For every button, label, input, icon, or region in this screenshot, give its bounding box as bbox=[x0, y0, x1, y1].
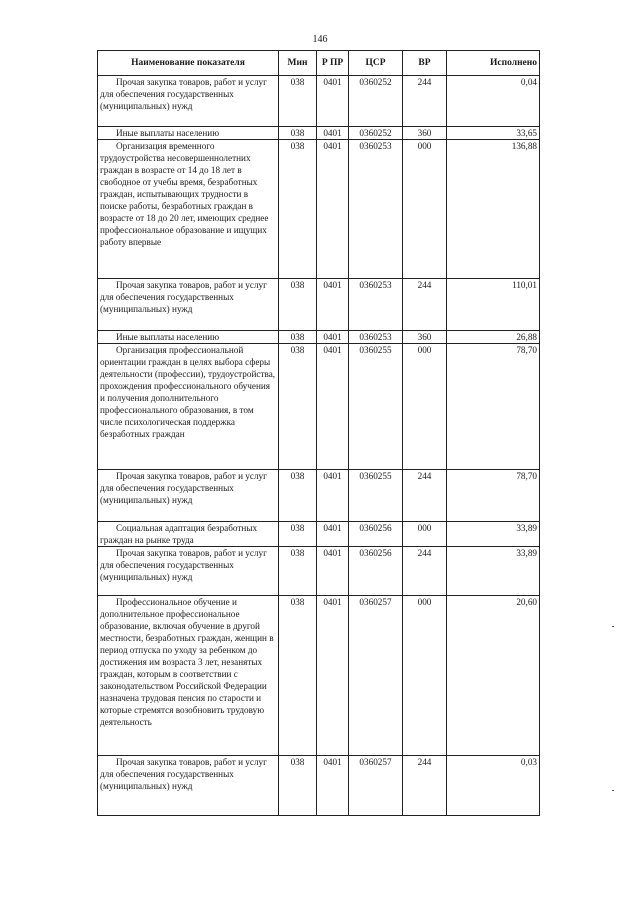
row-min: 038 bbox=[279, 140, 317, 279]
row-min: 038 bbox=[279, 596, 317, 756]
row-rpr: 0401 bbox=[317, 127, 349, 140]
row-name: Организация временного трудоустройства несовершеннолетних граждан в возрасте от 14 до 18 лет в свободное от учебы время, безработных граждан, испытывающих трудности в поиске работы, безработных граждан в возрасте от 18 до 20 лет, имеющих среднее профессиональное образование и ищущих работу впервые bbox=[98, 140, 279, 279]
row-rpr: 0401 bbox=[317, 596, 349, 756]
row-amount: 136,88 bbox=[447, 140, 540, 279]
table-row bbox=[98, 279, 540, 331]
row-csr: 0360255 bbox=[349, 470, 403, 522]
row-vr: 244 bbox=[403, 547, 447, 596]
header-name: Наименование показателя bbox=[98, 51, 279, 76]
row-csr: 0360253 bbox=[349, 279, 403, 331]
row-csr: 0360253 bbox=[349, 331, 403, 344]
row-amount: 33,89 bbox=[447, 522, 540, 547]
row-name: Прочая закупка товаров, работ и услуг для обеспечения государственных (муниципальных) нужд bbox=[98, 547, 279, 596]
table-row bbox=[98, 596, 540, 756]
row-rpr: 0401 bbox=[317, 76, 349, 127]
row-csr: 0360256 bbox=[349, 522, 403, 547]
row-vr: 000 bbox=[403, 344, 447, 470]
row-rpr: 0401 bbox=[317, 279, 349, 331]
row-vr: 360 bbox=[403, 127, 447, 140]
table-row bbox=[98, 127, 540, 140]
row-min: 038 bbox=[279, 522, 317, 547]
scan-speck bbox=[612, 790, 614, 791]
row-name: Организация профессиональной ориентации граждан в целях выбора сферы деятельности (профессии), трудоустройства, прохождения профессионального обучения и получения дополнительного профессионального образования, в том числе психологическая поддержка безработных граждан bbox=[98, 344, 279, 470]
row-csr: 0360252 bbox=[349, 127, 403, 140]
scan-speck bbox=[612, 626, 614, 627]
row-name: Прочая закупка товаров, работ и услуг для обеспечения государственных (муниципальных) нужд bbox=[98, 470, 279, 522]
row-vr: 244 bbox=[403, 279, 447, 331]
header-rpr: Р ПР bbox=[317, 51, 349, 76]
table-row bbox=[98, 470, 540, 522]
row-name: Иные выплаты населению bbox=[98, 127, 279, 140]
row-vr: 360 bbox=[403, 331, 447, 344]
row-vr: 000 bbox=[403, 522, 447, 547]
row-amount: 78,70 bbox=[447, 470, 540, 522]
table-header-row bbox=[98, 51, 540, 76]
row-name: Профессиональное обучение и дополнительное профессиональное образование, включая обучение в другой местности, безработных граждан, женщин в период отпуска по уходу за ребенком до достижения им возраста 3 лет, незанятых граждан, которым в соответствии с законодательством Российской Федерации назначена трудовая пенсия по старости и которые стремятся возобновить трудовую деятельность bbox=[98, 596, 279, 756]
row-vr: 244 bbox=[403, 470, 447, 522]
table-row bbox=[98, 547, 540, 596]
row-amount: 20,60 bbox=[447, 596, 540, 756]
row-rpr: 0401 bbox=[317, 756, 349, 816]
table-row bbox=[98, 140, 540, 279]
row-vr: 244 bbox=[403, 76, 447, 127]
row-rpr: 0401 bbox=[317, 470, 349, 522]
header-min: Мин bbox=[279, 51, 317, 76]
row-rpr: 0401 bbox=[317, 331, 349, 344]
row-amount: 110,01 bbox=[447, 279, 540, 331]
row-vr: 244 bbox=[403, 756, 447, 816]
row-min: 038 bbox=[279, 756, 317, 816]
header-vr: ВР bbox=[403, 51, 447, 76]
table-row bbox=[98, 76, 540, 127]
row-rpr: 0401 bbox=[317, 140, 349, 279]
row-min: 038 bbox=[279, 470, 317, 522]
row-csr: 0360255 bbox=[349, 344, 403, 470]
table-row bbox=[98, 331, 540, 344]
row-min: 038 bbox=[279, 279, 317, 331]
header-csr: ЦСР bbox=[349, 51, 403, 76]
row-amount: 33,89 bbox=[447, 547, 540, 596]
row-amount: 0,03 bbox=[447, 756, 540, 816]
row-name: Иные выплаты населению bbox=[98, 331, 279, 344]
row-csr: 0360257 bbox=[349, 596, 403, 756]
row-amount: 33,65 bbox=[447, 127, 540, 140]
header-amount: Исполнено bbox=[447, 51, 540, 76]
row-vr: 000 bbox=[403, 140, 447, 279]
row-csr: 0360252 bbox=[349, 76, 403, 127]
row-rpr: 0401 bbox=[317, 344, 349, 470]
table-row bbox=[98, 522, 540, 547]
row-name: Прочая закупка товаров, работ и услуг для обеспечения государственных (муниципальных) нужд bbox=[98, 76, 279, 127]
row-name: Социальная адаптация безработных граждан на рынке труда bbox=[98, 522, 279, 547]
row-rpr: 0401 bbox=[317, 522, 349, 547]
row-vr: 000 bbox=[403, 596, 447, 756]
row-name: Прочая закупка товаров, работ и услуг для обеспечения государственных (муниципальных) нужд bbox=[98, 279, 279, 331]
row-min: 038 bbox=[279, 76, 317, 127]
budget-table bbox=[97, 50, 540, 816]
row-amount: 78,70 bbox=[447, 344, 540, 470]
row-min: 038 bbox=[279, 331, 317, 344]
table-row bbox=[98, 756, 540, 816]
row-name: Прочая закупка товаров, работ и услуг для обеспечения государственных (муниципальных) нужд bbox=[98, 756, 279, 816]
row-rpr: 0401 bbox=[317, 547, 349, 596]
row-min: 038 bbox=[279, 127, 317, 140]
row-csr: 0360253 bbox=[349, 140, 403, 279]
page-number: 146 bbox=[312, 34, 328, 45]
row-csr: 0360257 bbox=[349, 756, 403, 816]
row-amount: 0,04 bbox=[447, 76, 540, 127]
row-amount: 26,88 bbox=[447, 331, 540, 344]
row-min: 038 bbox=[279, 547, 317, 596]
table-row bbox=[98, 344, 540, 470]
row-csr: 0360256 bbox=[349, 547, 403, 596]
row-min: 038 bbox=[279, 344, 317, 470]
